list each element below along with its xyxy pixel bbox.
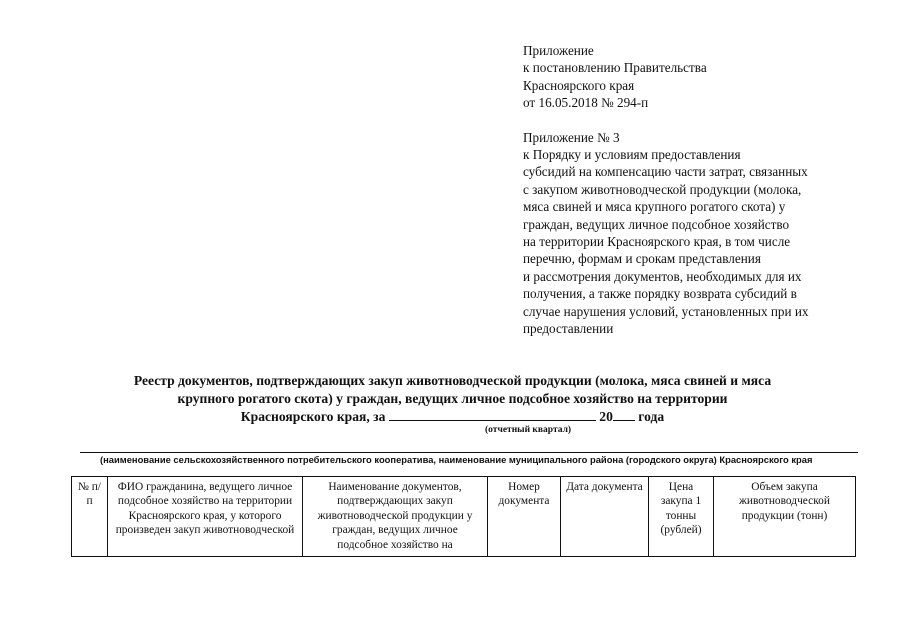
column-header-number: № п/п [72,477,108,557]
appendix-header [523,42,883,338]
appendix-line: к постановлению Правительства [523,60,707,76]
period-caption: (отчетный квартал) [485,425,572,435]
appendix-line: Красноярского края [523,77,635,93]
appendix-3-line: граждан, ведущих личное подсобное хозяйство [523,216,790,232]
appendix-3-line: к Порядку и условиям предоставления [523,147,741,163]
organization-caption: (наименование сельскохозяйственного потребительского кооператива, наименование муниципального района (городского округа) Красноярского края [100,454,813,465]
column-header-doc-date: Дата документа [561,477,649,557]
title-line-2: крупного рогатого скота) у граждан, ведущих личное подсобное хозяйство на территории [177,390,728,406]
appendix-3-line: и рассмотрения документов, необходимых для их [523,268,802,284]
column-header-doc-number: Номер документа [488,477,561,557]
year-prefix: 20 [599,409,613,425]
appendix-3-line: предоставлении [523,321,614,337]
appendix-line: Приложение [523,43,594,58]
period-blank-field[interactable] [389,407,596,421]
appendix-3-line: субсидий на компенсацию части затрат, связанных [523,164,808,180]
column-header-price: Цена закупа 1 тонны (рублей) [649,477,714,557]
column-header-volume: Объем закупа животноводческой продукции (тонн) [714,477,856,557]
organization-blank-field[interactable] [80,452,858,453]
title-period-prefix: Красноярского края, за [240,409,386,425]
table-header-row [72,477,856,557]
appendix-3-line: Приложение № 3 [523,129,620,145]
column-header-citizen-name: ФИО гражданина, ведущего личное подсобное хозяйство на территории Красноярского края, у которого произведен закуп животноводческой [108,477,303,557]
column-header-documents: Наименование документов, подтверждающих закуп животноводческой продукции у граждан, ведущих личное подсобное хозяйство на [303,477,488,557]
appendix-line: от 16.05.2018 № 294-п [523,95,649,111]
appendix-3-line: с закупом животноводческой продукции (молока, [523,181,802,197]
title-line-3 [60,407,845,426]
title-year-suffix: года [638,409,665,425]
appendix-3-line: случае нарушения условий, установленных при их [523,303,809,319]
registry-title [60,372,845,426]
appendix-3-line: на территории Красноярского края, в том числе [523,234,791,250]
appendix-3-line: получения, а также порядку возврата субсидий в [523,286,797,302]
appendix-3-line: мяса свиней и мяса крупного рогатого скота) у [523,199,786,215]
appendix-3-line: перечню, формам и срокам представления [523,251,761,267]
year-blank-field[interactable] [613,407,635,421]
title-line-1: Реестр документов, подтверждающих закуп животноводческой продукции (молока, мяса свиней и мяса [133,373,772,388]
registry-table [71,476,856,557]
